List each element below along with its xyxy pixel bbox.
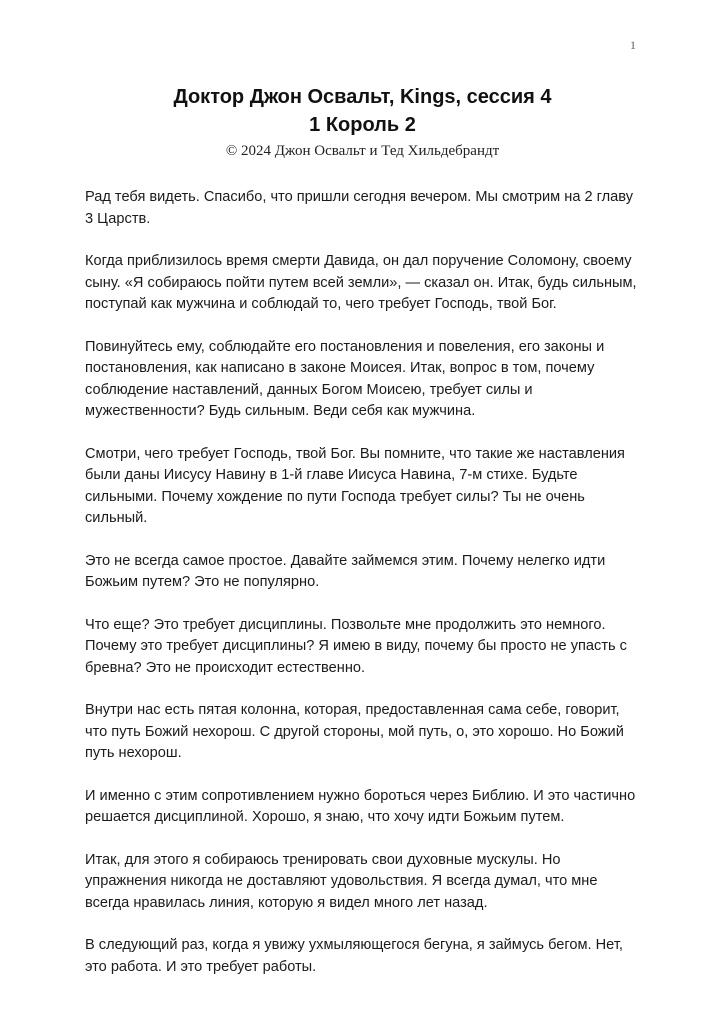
paragraph-8: И именно с этим сопротивлением нужно бороться через Библию. И это частично решается дисциплиной. Хорошо, я знаю, что хочу идти Божьим путем. (85, 787, 636, 825)
paragraph-1: Рад тебя видеть. Спасибо, что пришли сегодня вечером. Мы смотрим на 2 главу 3 Царств. (85, 189, 634, 227)
paragraph-5: Это не всегда самое простое. Давайте займемся этим. Почему нелегко идти Божьим путем? Это не популярно. (85, 552, 606, 590)
copyright-line: © 2024 Джон Освальт и Тед Хильдебрандт (225, 143, 500, 159)
paragraph-6: Что еще? Это требует дисциплины. Позвольте мне продолжить это немного. Почему это требует дисциплины? Я имею в виду, почему бы просто не упасть с бревна? Это не происходит естественно. (85, 616, 627, 676)
page-number: 1 (630, 38, 636, 52)
document-title-line1: Доктор Джон Освальт, Kings, сессия 4 (173, 86, 552, 108)
paragraph-7: Внутри нас есть пятая колонна, которая, предоставленная сама себе, говорит, что путь Божий нехорош. С другой стороны, мой путь, о, это хорошо. Но Божий путь нехорош. (85, 702, 624, 761)
paragraph-9: Итак, для этого я собираюсь тренировать свои духовные мускулы. Но упражнения никогда не доставляют удовольствия. Я всегда думал, что мне всегда нравилась линия, которую я видел много лет назад. (85, 851, 598, 911)
paragraph-4: Смотри, чего требует Господь, твой Бог. Вы помните, что такие же наставления были даны Иисусу Навину в 1-й главе Иисуса Навина, 7-м стихе. Будьте сильными. Почему хождение по пути Господа требует силы? Ты не очень сильный. (85, 445, 625, 526)
paragraph-10: В следующий раз, когда я увижу ухмыляющегося бегуна, я займусь бегом. Нет, это работа. И это требует работы. (85, 937, 623, 975)
paragraph-3: Повинуйтесь ему, соблюдайте его постановления и повеления, его законы и постановления, как написано в законе Моисея. Итак, вопрос в том, почему соблюдение наставлений, данных Богом Моисею, требует силы и мужественности? Будь сильным. Веди себя как мужчина. (85, 338, 605, 419)
document-body (85, 187, 640, 978)
document-header (85, 83, 640, 161)
paragraph-2: Когда приблизилось время смерти Давида, он дал поручение Соломону, своему сыну. «Я собираюсь пойти путем всей земли», — сказал он. Итак, будь сильным, поступай как мужчина и соблюдай то, чего требует Господь, твой Бог. (85, 253, 637, 312)
document-title-line2: 1 Король 2 (309, 114, 416, 136)
